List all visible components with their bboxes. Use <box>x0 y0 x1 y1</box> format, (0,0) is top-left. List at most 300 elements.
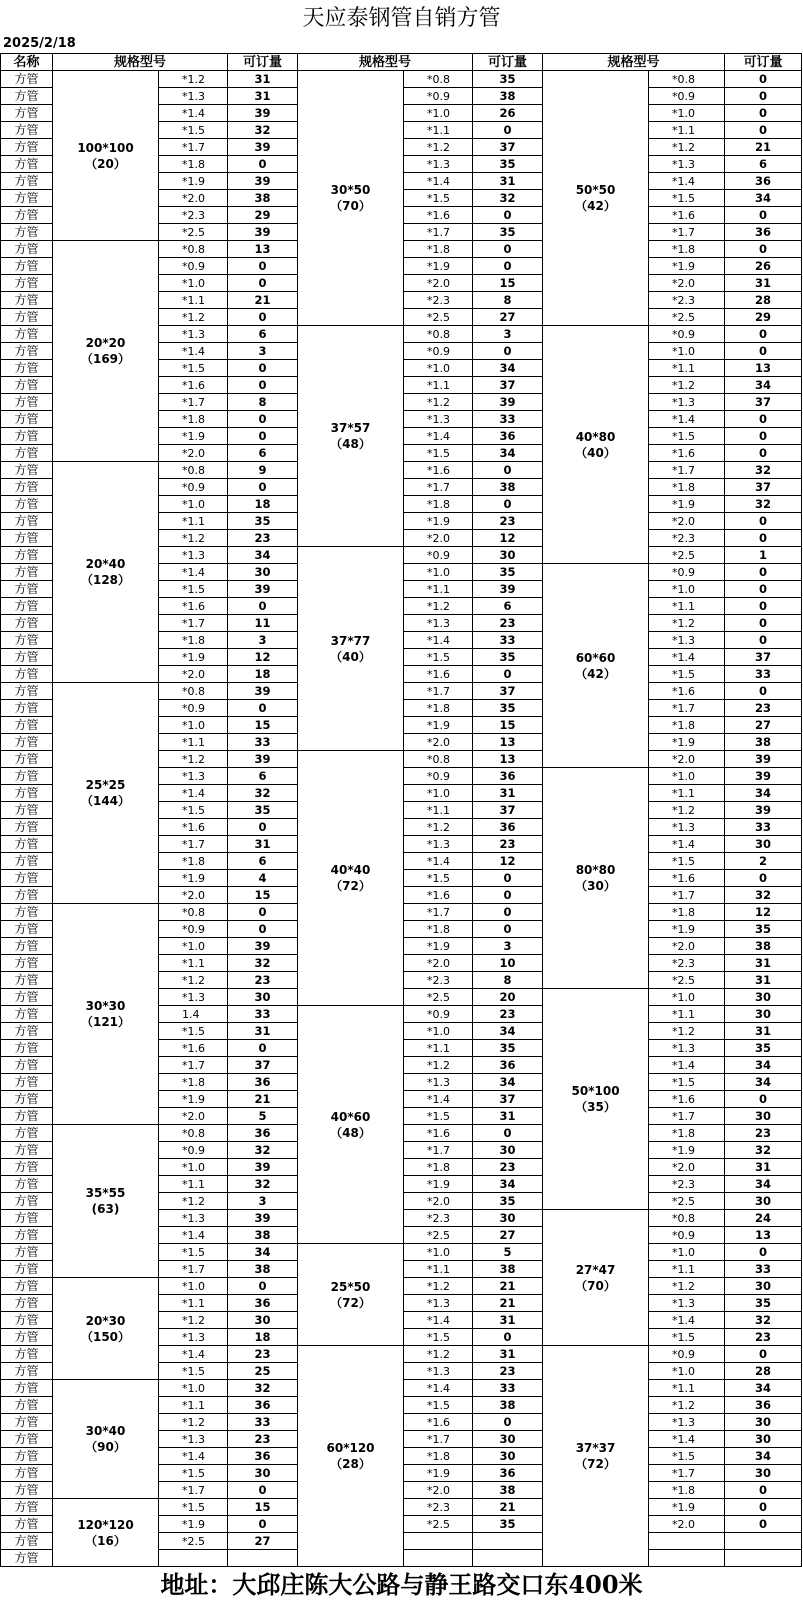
quantity-cell: 39 <box>473 394 543 411</box>
thickness-cell: *2.0 <box>404 530 473 547</box>
thickness-cell: *1.7 <box>159 1261 228 1278</box>
thickness-cell: *1.2 <box>159 1312 228 1329</box>
thickness-cell: *1.7 <box>404 479 473 496</box>
quantity-cell: 0 <box>725 207 802 224</box>
quantity-cell: 36 <box>228 1448 298 1465</box>
thickness-cell: *1.1 <box>649 122 725 139</box>
quantity-cell: 21 <box>228 1091 298 1108</box>
thickness-cell: *1.4 <box>404 428 473 445</box>
quantity-cell: 33 <box>228 1006 298 1023</box>
size-count: （150） <box>80 1329 131 1344</box>
thickness-cell: *2.5 <box>649 309 725 326</box>
thickness-cell: *1.7 <box>404 224 473 241</box>
thickness-cell: *1.9 <box>649 734 725 751</box>
thickness-cell: *1.8 <box>649 1125 725 1142</box>
quantity-cell: 38 <box>725 938 802 955</box>
quantity-cell: 34 <box>725 785 802 802</box>
quantity-cell: 0 <box>725 122 802 139</box>
thickness-cell: *0.9 <box>159 479 228 496</box>
size-label: 40*60 <box>330 1109 371 1124</box>
size-label: 60*120 <box>326 1441 375 1455</box>
quantity-cell: 31 <box>228 1023 298 1040</box>
thickness-cell: *2.0 <box>649 1516 725 1533</box>
quantity-cell: 32 <box>725 496 802 513</box>
thickness-cell: *1.5 <box>649 190 725 207</box>
quantity-cell: 37 <box>473 377 543 394</box>
size-group-cell <box>543 564 649 768</box>
thickness-cell: *1.9 <box>159 870 228 887</box>
thickness-cell: *1.3 <box>159 1210 228 1227</box>
thickness-cell: *1.0 <box>649 989 725 1006</box>
size-group-cell <box>543 326 649 564</box>
quantity-cell: 33 <box>473 411 543 428</box>
table-row <box>1 71 802 88</box>
thickness-cell: *1.5 <box>404 445 473 462</box>
product-name-cell: 方管 <box>1 1023 53 1040</box>
size-group-cell <box>543 989 649 1210</box>
thickness-cell: *1.8 <box>404 496 473 513</box>
quantity-cell: 34 <box>473 1074 543 1091</box>
quantity-cell: 30 <box>725 1278 802 1295</box>
quantity-cell: 13 <box>473 734 543 751</box>
quantity-cell: 0 <box>228 1516 298 1533</box>
quantity-cell: 0 <box>473 1329 543 1346</box>
size-group-cell <box>298 1006 404 1244</box>
thickness-cell: *1.0 <box>649 105 725 122</box>
thickness-cell: *1.0 <box>404 1244 473 1261</box>
thickness-cell: *1.4 <box>159 105 228 122</box>
product-name-cell: 方管 <box>1 904 53 921</box>
product-name-cell: 方管 <box>1 241 53 258</box>
thickness-cell <box>404 1550 473 1567</box>
thickness-cell: *0.8 <box>649 71 725 88</box>
thickness-cell: *1.4 <box>649 1057 725 1074</box>
thickness-cell: *1.5 <box>404 190 473 207</box>
thickness-cell: *0.9 <box>649 88 725 105</box>
quantity-cell: 13 <box>228 241 298 258</box>
quantity-cell <box>473 1533 543 1550</box>
thickness-cell: *1.5 <box>159 1363 228 1380</box>
thickness-cell <box>159 1550 228 1567</box>
thickness-cell: *1.8 <box>159 853 228 870</box>
thickness-cell: *1.4 <box>649 173 725 190</box>
quantity-cell: 0 <box>228 598 298 615</box>
product-name-cell: 方管 <box>1 598 53 615</box>
quantity-cell: 6 <box>228 768 298 785</box>
thickness-cell: *1.9 <box>404 717 473 734</box>
quantity-cell: 36 <box>228 1074 298 1091</box>
thickness-cell: *1.8 <box>159 632 228 649</box>
quantity-cell: 5 <box>473 1244 543 1261</box>
thickness-cell: *0.9 <box>404 547 473 564</box>
quantity-cell: 35 <box>228 802 298 819</box>
thickness-cell: *1.6 <box>649 870 725 887</box>
quantity-cell: 23 <box>473 1363 543 1380</box>
quantity-cell: 37 <box>473 802 543 819</box>
quantity-cell: 35 <box>473 71 543 88</box>
thickness-cell: *0.9 <box>159 258 228 275</box>
product-name-cell: 方管 <box>1 615 53 632</box>
thickness-cell: *1.3 <box>159 768 228 785</box>
thickness-cell: *1.2 <box>404 139 473 156</box>
thickness-cell: *1.3 <box>649 1414 725 1431</box>
product-name-cell: 方管 <box>1 394 53 411</box>
quantity-cell: 34 <box>473 1023 543 1040</box>
quantity-cell: 0 <box>725 71 802 88</box>
quantity-cell: 27 <box>725 717 802 734</box>
thickness-cell: *1.4 <box>404 1312 473 1329</box>
quantity-cell: 30 <box>228 1312 298 1329</box>
size-label: 50*100 <box>571 1084 620 1098</box>
thickness-cell: *1.2 <box>649 1023 725 1040</box>
quantity-cell: 28 <box>725 1363 802 1380</box>
thickness-cell: *2.3 <box>159 207 228 224</box>
quantity-cell: 36 <box>228 1397 298 1414</box>
thickness-cell: *1.9 <box>404 1176 473 1193</box>
quantity-cell: 1 <box>725 547 802 564</box>
size-label: 60*60 <box>575 650 616 665</box>
quantity-cell: 32 <box>473 190 543 207</box>
quantity-cell: 6 <box>228 445 298 462</box>
thickness-cell: *1.5 <box>159 802 228 819</box>
thickness-cell: *1.6 <box>404 1414 473 1431</box>
quantity-cell: 0 <box>725 428 802 445</box>
thickness-cell: *1.4 <box>404 173 473 190</box>
quantity-cell: 39 <box>473 581 543 598</box>
thickness-cell: *1.0 <box>159 1278 228 1295</box>
quantity-cell: 38 <box>473 1397 543 1414</box>
quantity-cell: 27 <box>473 1227 543 1244</box>
quantity-cell: 13 <box>725 1227 802 1244</box>
size-count: （28） <box>330 1457 371 1471</box>
product-name-cell: 方管 <box>1 1533 53 1550</box>
quantity-cell: 37 <box>473 139 543 156</box>
quantity-cell: 0 <box>725 598 802 615</box>
quantity-cell: 21 <box>473 1295 543 1312</box>
thickness-cell: *1.5 <box>159 1244 228 1261</box>
quantity-cell: 39 <box>725 751 802 768</box>
quantity-cell: 37 <box>725 479 802 496</box>
thickness-cell: *1.1 <box>159 1176 228 1193</box>
quantity-cell: 31 <box>725 275 802 292</box>
thickness-cell: *0.9 <box>649 326 725 343</box>
thickness-cell: *1.9 <box>404 258 473 275</box>
size-label: 37*57 <box>330 421 371 435</box>
quantity-cell: 31 <box>473 173 543 190</box>
thickness-cell: *1.7 <box>159 139 228 156</box>
quantity-cell: 31 <box>725 955 802 972</box>
thickness-cell: *1.5 <box>404 1397 473 1414</box>
quantity-cell: 34 <box>473 1176 543 1193</box>
size-label: 25*50 <box>330 1279 371 1294</box>
quantity-cell: 25 <box>228 1363 298 1380</box>
product-name-cell: 方管 <box>1 1499 53 1516</box>
thickness-cell: *1.5 <box>159 1023 228 1040</box>
size-count: （72） <box>330 1295 371 1310</box>
thickness-cell: *1.5 <box>159 360 228 377</box>
quantity-cell: 35 <box>228 513 298 530</box>
thickness-cell: *1.8 <box>649 717 725 734</box>
size-count: （30） <box>575 879 616 893</box>
thickness-cell: *1.4 <box>649 836 725 853</box>
quantity-cell: 8 <box>473 292 543 309</box>
thickness-cell: *1.3 <box>649 1295 725 1312</box>
thickness-cell: *1.7 <box>404 683 473 700</box>
size-group-cell <box>543 71 649 326</box>
quantity-cell: 0 <box>725 411 802 428</box>
quantity-cell: 23 <box>228 1346 298 1363</box>
quantity-cell: 12 <box>473 853 543 870</box>
product-name-cell: 方管 <box>1 1159 53 1176</box>
thickness-cell: *1.4 <box>649 1431 725 1448</box>
product-name-cell: 方管 <box>1 700 53 717</box>
thickness-cell: *1.8 <box>649 479 725 496</box>
quantity-cell: 15 <box>473 275 543 292</box>
thickness-cell: *1.4 <box>649 1312 725 1329</box>
quantity-cell: 32 <box>228 1380 298 1397</box>
thickness-cell: *1.1 <box>649 1380 725 1397</box>
thickness-cell: *1.3 <box>404 615 473 632</box>
quantity-cell: 0 <box>228 1040 298 1057</box>
thickness-cell: *1.7 <box>159 1482 228 1499</box>
thickness-cell: *1.2 <box>649 377 725 394</box>
quantity-cell: 30 <box>228 989 298 1006</box>
product-name-cell: 方管 <box>1 802 53 819</box>
thickness-cell: *1.1 <box>159 1397 228 1414</box>
product-name-cell: 方管 <box>1 411 53 428</box>
size-group-cell <box>53 462 159 683</box>
thickness-cell: *1.1 <box>159 734 228 751</box>
quantity-cell: 35 <box>725 1295 802 1312</box>
quantity-cell: 30 <box>725 1465 802 1482</box>
size-count: （169） <box>80 352 131 366</box>
thickness-cell: *2.5 <box>159 1533 228 1550</box>
thickness-cell: *1.7 <box>649 1465 725 1482</box>
size-count: （42） <box>575 199 616 213</box>
quantity-cell: 6 <box>473 598 543 615</box>
quantity-cell: 0 <box>228 275 298 292</box>
quantity-cell: 12 <box>725 904 802 921</box>
thickness-cell: *1.0 <box>159 717 228 734</box>
thickness-cell: *1.7 <box>159 615 228 632</box>
thickness-cell: *2.0 <box>159 666 228 683</box>
quantity-cell: 0 <box>725 615 802 632</box>
thickness-cell: *1.2 <box>404 394 473 411</box>
quantity-cell: 38 <box>725 734 802 751</box>
quantity-cell: 36 <box>473 1057 543 1074</box>
thickness-cell: *1.9 <box>159 1516 228 1533</box>
thickness-cell: *2.0 <box>649 938 725 955</box>
thickness-cell: *2.0 <box>159 887 228 904</box>
quantity-cell: 0 <box>228 819 298 836</box>
thickness-cell: *1.2 <box>159 1414 228 1431</box>
thickness-cell: *1.7 <box>404 1142 473 1159</box>
product-name-cell: 方管 <box>1 921 53 938</box>
quantity-cell: 32 <box>725 887 802 904</box>
size-count: （16） <box>85 1533 126 1548</box>
thickness-cell: *1.8 <box>404 1159 473 1176</box>
size-label: 20*20 <box>85 336 126 350</box>
thickness-cell: *0.8 <box>404 71 473 88</box>
size-group-cell <box>298 1244 404 1346</box>
thickness-cell: *1.5 <box>649 1329 725 1346</box>
size-group-cell <box>53 1278 159 1380</box>
product-name-cell: 方管 <box>1 1448 53 1465</box>
thickness-cell: *1.2 <box>404 1278 473 1295</box>
product-name-cell: 方管 <box>1 1380 53 1397</box>
quantity-cell: 0 <box>473 666 543 683</box>
quantity-cell: 0 <box>725 1482 802 1499</box>
size-count: （121） <box>80 1015 131 1029</box>
quantity-cell: 31 <box>473 1312 543 1329</box>
thickness-cell: *2.3 <box>404 1499 473 1516</box>
quantity-cell: 0 <box>473 343 543 360</box>
product-name-cell: 方管 <box>1 122 53 139</box>
product-name-cell: 方管 <box>1 1312 53 1329</box>
quantity-cell: 4 <box>228 870 298 887</box>
header-qty: 可订量 <box>473 54 543 71</box>
thickness-cell: *1.3 <box>404 836 473 853</box>
size-count: （40） <box>575 445 616 460</box>
quantity-cell: 23 <box>725 1329 802 1346</box>
quantity-cell: 35 <box>473 1040 543 1057</box>
thickness-cell: *2.5 <box>404 989 473 1006</box>
header-spec: 规格型号 <box>298 54 473 71</box>
quantity-cell: 30 <box>228 1465 298 1482</box>
thickness-cell: *1.9 <box>649 921 725 938</box>
thickness-cell: *1.4 <box>159 1227 228 1244</box>
thickness-cell: *1.0 <box>649 343 725 360</box>
thickness-cell: *2.5 <box>404 1516 473 1533</box>
size-label: 25*25 <box>85 778 126 792</box>
thickness-cell: *1.8 <box>404 700 473 717</box>
quantity-cell: 34 <box>473 445 543 462</box>
thickness-cell: *1.0 <box>649 1244 725 1261</box>
size-label: 120*120 <box>77 1517 134 1532</box>
thickness-cell: *2.0 <box>159 190 228 207</box>
thickness-cell: *1.1 <box>404 377 473 394</box>
thickness-cell: *1.6 <box>404 207 473 224</box>
thickness-cell: *1.6 <box>649 1091 725 1108</box>
product-name-cell: 方管 <box>1 71 53 88</box>
quantity-cell: 39 <box>228 224 298 241</box>
quantity-cell: 24 <box>725 1210 802 1227</box>
thickness-cell: *1.4 <box>649 649 725 666</box>
thickness-cell: *1.9 <box>159 649 228 666</box>
product-name-cell: 方管 <box>1 360 53 377</box>
product-name-cell: 方管 <box>1 1108 53 1125</box>
product-name-cell: 方管 <box>1 938 53 955</box>
thickness-cell: *1.7 <box>649 887 725 904</box>
quantity-cell: 38 <box>473 1261 543 1278</box>
thickness-cell: *1.6 <box>649 445 725 462</box>
product-name-cell: 方管 <box>1 173 53 190</box>
quantity-cell: 30 <box>228 564 298 581</box>
thickness-cell: *2.0 <box>404 275 473 292</box>
quantity-cell: 31 <box>725 1023 802 1040</box>
thickness-cell: *1.7 <box>404 904 473 921</box>
thickness-cell: *1.0 <box>159 1380 228 1397</box>
product-name-cell: 方管 <box>1 1193 53 1210</box>
product-name-cell: 方管 <box>1 751 53 768</box>
quantity-cell: 35 <box>725 1040 802 1057</box>
thickness-cell: *1.8 <box>404 921 473 938</box>
quantity-cell: 38 <box>473 1482 543 1499</box>
thickness-cell: *1.2 <box>649 802 725 819</box>
quantity-cell: 35 <box>473 224 543 241</box>
product-name-cell: 方管 <box>1 836 53 853</box>
quantity-cell: 39 <box>725 802 802 819</box>
thickness-cell: *2.0 <box>649 275 725 292</box>
quantity-cell: 36 <box>473 428 543 445</box>
quantity-cell: 0 <box>725 530 802 547</box>
thickness-cell: *1.5 <box>159 122 228 139</box>
thickness-cell: *2.3 <box>649 1176 725 1193</box>
size-group-cell <box>53 683 159 904</box>
quantity-cell: 0 <box>725 564 802 581</box>
thickness-cell: *1.7 <box>649 1108 725 1125</box>
quantity-cell: 30 <box>473 1448 543 1465</box>
product-name-cell: 方管 <box>1 190 53 207</box>
thickness-cell: *0.8 <box>159 904 228 921</box>
product-name-cell: 方管 <box>1 1261 53 1278</box>
product-name-cell: 方管 <box>1 1278 53 1295</box>
product-name-cell: 方管 <box>1 1346 53 1363</box>
product-name-cell: 方管 <box>1 1516 53 1533</box>
size-label: 37*37 <box>575 1441 616 1455</box>
quantity-cell: 5 <box>228 1108 298 1125</box>
quantity-cell: 27 <box>228 1533 298 1550</box>
quantity-cell: 31 <box>473 1108 543 1125</box>
date-label: 2025/2/18 <box>3 36 76 51</box>
thickness-cell: *1.8 <box>159 1074 228 1091</box>
product-name-cell: 方管 <box>1 632 53 649</box>
thickness-cell: *1.2 <box>159 972 228 989</box>
product-name-cell: 方管 <box>1 88 53 105</box>
product-name-cell: 方管 <box>1 1176 53 1193</box>
thickness-cell: *1.0 <box>649 581 725 598</box>
quantity-cell: 6 <box>725 156 802 173</box>
thickness-cell: *1.2 <box>404 1057 473 1074</box>
quantity-cell: 35 <box>473 649 543 666</box>
thickness-cell: *1.6 <box>649 207 725 224</box>
quantity-cell: 8 <box>473 972 543 989</box>
header-qty: 可订量 <box>725 54 802 71</box>
thickness-cell: *1.7 <box>649 224 725 241</box>
quantity-cell: 38 <box>473 88 543 105</box>
quantity-cell: 0 <box>473 241 543 258</box>
quantity-cell: 0 <box>725 1091 802 1108</box>
quantity-cell: 30 <box>725 1006 802 1023</box>
thickness-cell: *1.8 <box>649 1482 725 1499</box>
thickness-cell: *2.5 <box>649 547 725 564</box>
quantity-cell: 0 <box>725 326 802 343</box>
quantity-cell: 21 <box>473 1499 543 1516</box>
product-name-cell: 方管 <box>1 1125 53 1142</box>
quantity-cell: 33 <box>725 666 802 683</box>
quantity-cell: 35 <box>473 1516 543 1533</box>
thickness-cell: *2.0 <box>404 734 473 751</box>
quantity-cell: 23 <box>228 972 298 989</box>
thickness-cell: *1.8 <box>649 904 725 921</box>
size-group-cell <box>543 1210 649 1346</box>
size-label: 40*40 <box>330 863 371 877</box>
size-count: （90） <box>85 1440 126 1454</box>
quantity-cell: 30 <box>473 1431 543 1448</box>
quantity-cell: 0 <box>228 428 298 445</box>
quantity-cell: 33 <box>228 734 298 751</box>
thickness-cell: *1.5 <box>649 1448 725 1465</box>
